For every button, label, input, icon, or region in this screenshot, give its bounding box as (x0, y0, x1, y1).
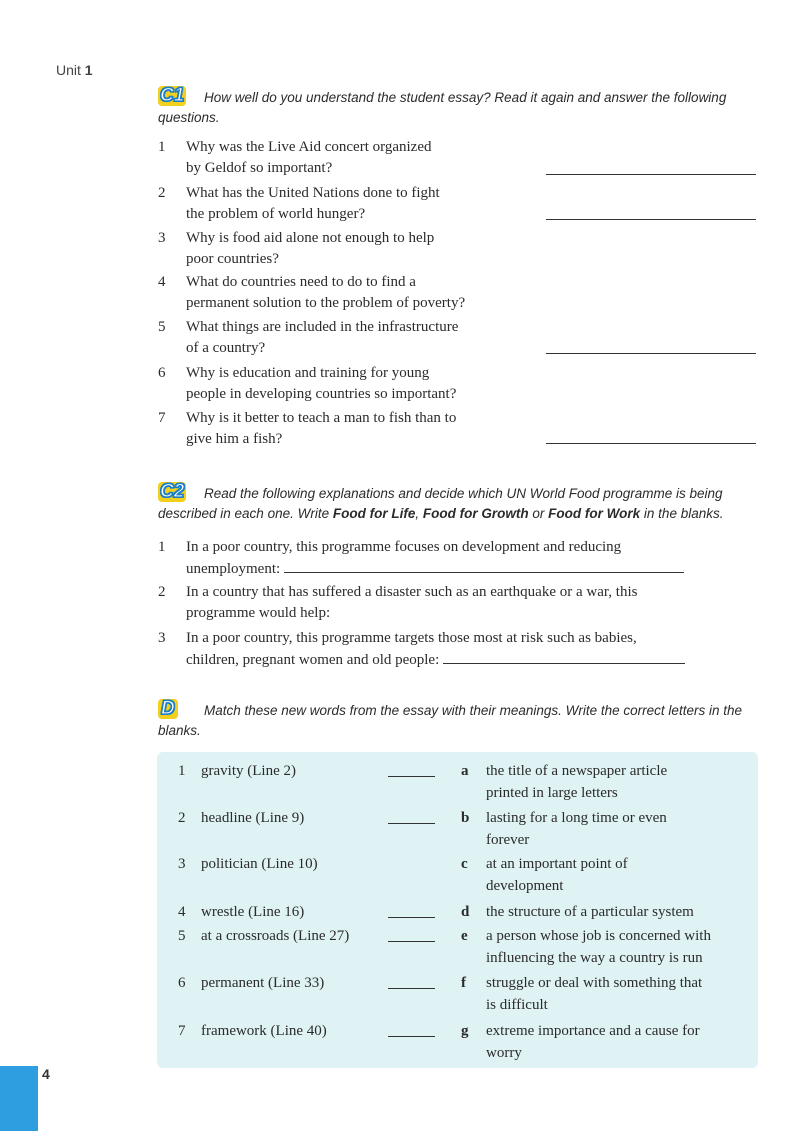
match-word: at a crossroads (Line 27) (201, 928, 350, 944)
match-blank-5[interactable] (388, 941, 435, 942)
c2-item-2: 2 In a country that has suffered a disaster such as an earthquake or a war, this programme would help: (158, 584, 638, 621)
question-5: 5 What things are included in the infrastructure of a country? (158, 319, 459, 356)
match-word: headline (Line 9) (201, 810, 305, 826)
match-word: framework (Line 40) (201, 1023, 327, 1039)
match-word: permanent (Line 33) (201, 975, 325, 991)
match-meaning-d: the structure of a particular system (486, 904, 694, 920)
question-1: 1 Why was the Live Aid concert organized by Geldof so important? (158, 139, 432, 176)
unit-label (56, 62, 93, 78)
match-word: gravity (Line 2) (201, 763, 296, 779)
food-for-life-label: Food for Life (332, 506, 416, 521)
match-meaning-a: the title of a newspaper article printed in large letters (486, 763, 668, 801)
unit-word: Unit (56, 62, 81, 78)
food-for-growth-label: Food for Growth (422, 506, 529, 521)
match-meaning-c: at an important point of development (486, 856, 628, 894)
match-word: wrestle (Line 16) (201, 904, 305, 920)
c2-blank-1[interactable] (284, 558, 684, 573)
question-2: 2 What has the United Nations done to fight the problem of world hunger? (158, 185, 440, 222)
c2-item-3: 3 In a poor country, this programme targets those most at risk such as babies, children, pregnant women and old people: (158, 628, 758, 672)
section-c2-badge: C2 (160, 481, 185, 502)
question-7: 7 Why is it better to teach a man to fish than to give him a fish? (158, 410, 457, 447)
match-word: politician (Line 10) (201, 856, 318, 872)
match-blank-6[interactable] (388, 988, 435, 989)
match-blank-1[interactable] (388, 776, 435, 777)
question-3: 3 Why is food aid alone not enough to help poor countries? (158, 230, 435, 267)
section-d-instruction (158, 701, 763, 741)
answer-blank-7[interactable] (546, 443, 756, 444)
section-c1-instruction-text: How well do you understand the student essay? Read it again and answer the following questions. (158, 90, 727, 125)
match-blank-4[interactable] (388, 917, 435, 918)
answer-blank-1[interactable] (546, 174, 756, 175)
food-for-work-label: Food for Work (548, 506, 641, 521)
match-blank-2[interactable] (388, 823, 435, 824)
c2-item-1: 1 In a poor country, this programme focuses on development and reducing unemployment: (158, 537, 758, 581)
section-d-badge: D (158, 699, 178, 719)
section-c1-badge: C1 (160, 85, 185, 106)
c2-blank-3[interactable] (443, 649, 685, 664)
match-meaning-b: lasting for a long time or even forever (486, 810, 667, 848)
question-6: 6 Why is education and training for young people in developing countries so important? (158, 365, 457, 402)
page-number: 4 (42, 1066, 50, 1082)
match-meaning-e: a person whose job is concerned with influencing the way a country is run (486, 928, 711, 966)
section-d-instruction-text: Match these new words from the essay with their meanings. Write the correct letters in the blanks. (158, 703, 742, 738)
page-edge-bar (0, 1066, 38, 1131)
answer-blank-5[interactable] (546, 353, 756, 354)
section-c1-instruction (158, 85, 763, 128)
question-4: 4 What do countries need to do to find a permanent solution to the problem of poverty? (158, 274, 466, 311)
match-meaning-f: struggle or deal with something that is difficult (486, 975, 703, 1013)
section-c2-instruction: Read the following explanations and decide which UN World Food programme is being described in each one. Write Food for Life, Food for Growth or Food for Work in the blanks. (158, 486, 724, 521)
match-blank-7[interactable] (388, 1036, 435, 1037)
match-meaning-g: extreme importance and a cause for worry (486, 1023, 700, 1061)
answer-blank-2[interactable] (546, 219, 756, 220)
unit-number: 1 (84, 62, 93, 78)
